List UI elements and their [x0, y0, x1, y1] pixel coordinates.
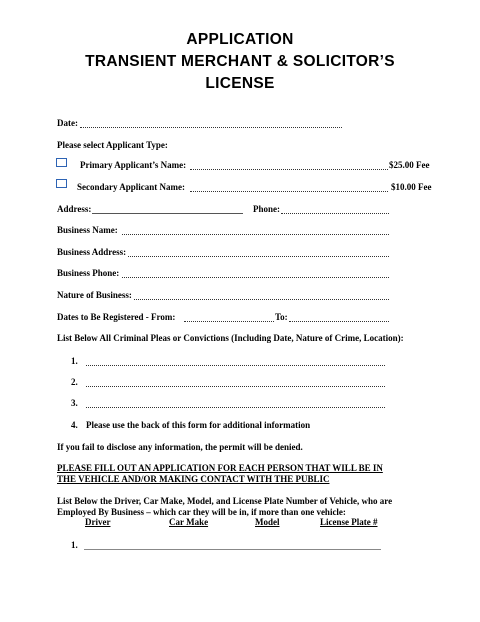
additional-info-note: Please use the back of this form for additional information: [86, 420, 311, 430]
dates-registered-label: Dates to Be Registered - From:: [57, 312, 176, 322]
business-name-label: Business Name:: [57, 225, 118, 235]
vehicle-item-field[interactable]: [84, 549, 381, 550]
criminal-item-field[interactable]: [86, 365, 385, 366]
primary-applicant-checkbox[interactable]: [56, 158, 67, 167]
vehicle-prompt-line-1: List Below the Driver, Car Make, Model, and License Plate Number of Vehicle, who are: [57, 496, 393, 506]
applicant-type-prompt: Please select Applicant Type:: [57, 140, 168, 150]
date-from-field[interactable]: [184, 321, 274, 322]
primary-applicant-label: Primary Applicant’s Name:: [80, 160, 187, 170]
vehicle-item-number: 1.: [71, 540, 78, 550]
secondary-fee: $10.00 Fee: [391, 182, 432, 192]
date-to-field[interactable]: [289, 321, 389, 322]
business-phone-label: Business Phone:: [57, 268, 120, 278]
column-car-make: Car Make: [169, 517, 209, 527]
nature-of-business-label: Nature of Business:: [57, 290, 132, 300]
disclosure-warning: If you fail to disclose any information, the permit will be denied.: [57, 442, 303, 452]
business-address-label: Business Address:: [57, 247, 127, 257]
primary-applicant-name-field[interactable]: [190, 169, 388, 170]
criminal-item-field[interactable]: [86, 407, 385, 408]
vehicle-prompt-line-2: Employed By Business – which car they will be in, if more than one vehicle:: [57, 507, 346, 517]
form-subtitle-license: LICENSE: [205, 75, 275, 92]
secondary-applicant-label: Secondary Applicant Name:: [77, 182, 185, 192]
address-label: Address:: [57, 204, 92, 214]
column-model: Model: [255, 517, 280, 527]
column-driver: Driver: [85, 517, 111, 527]
criminal-item-number: 3.: [71, 398, 78, 408]
column-license-plate: License Plate #: [320, 517, 378, 527]
date-field[interactable]: [80, 127, 342, 128]
address-field[interactable]: [92, 213, 243, 214]
criminal-item-number: 2.: [71, 377, 78, 387]
primary-fee: $25.00 Fee: [389, 160, 430, 170]
business-address-field[interactable]: [128, 256, 389, 257]
criminal-item-number: 4.: [71, 420, 78, 430]
criminal-pleas-prompt: List Below All Criminal Pleas or Convictions (Including Date, Nature of Crime, Location):: [57, 333, 404, 343]
phone-field[interactable]: [281, 213, 389, 214]
nature-of-business-field[interactable]: [134, 299, 389, 300]
form-subtitle: TRANSIENT MERCHANT & SOLICITOR’S: [85, 53, 395, 70]
date-to-label: To:: [275, 312, 288, 322]
notice-line-1: PLEASE FILL OUT AN APPLICATION FOR EACH PERSON THAT WILL BE IN: [57, 463, 383, 473]
form-title: APPLICATION: [186, 31, 294, 48]
criminal-item-field[interactable]: [86, 386, 385, 387]
secondary-applicant-name-field[interactable]: [190, 191, 388, 192]
business-name-field[interactable]: [122, 234, 389, 235]
phone-label: Phone:: [253, 204, 280, 214]
secondary-applicant-checkbox[interactable]: [56, 179, 67, 188]
notice-line-2: THE VEHICLE AND/OR MAKING CONTACT WITH THE PUBLIC: [57, 474, 330, 484]
business-phone-field[interactable]: [122, 277, 389, 278]
criminal-item-number: 1.: [71, 356, 78, 366]
date-label: Date:: [57, 118, 78, 128]
